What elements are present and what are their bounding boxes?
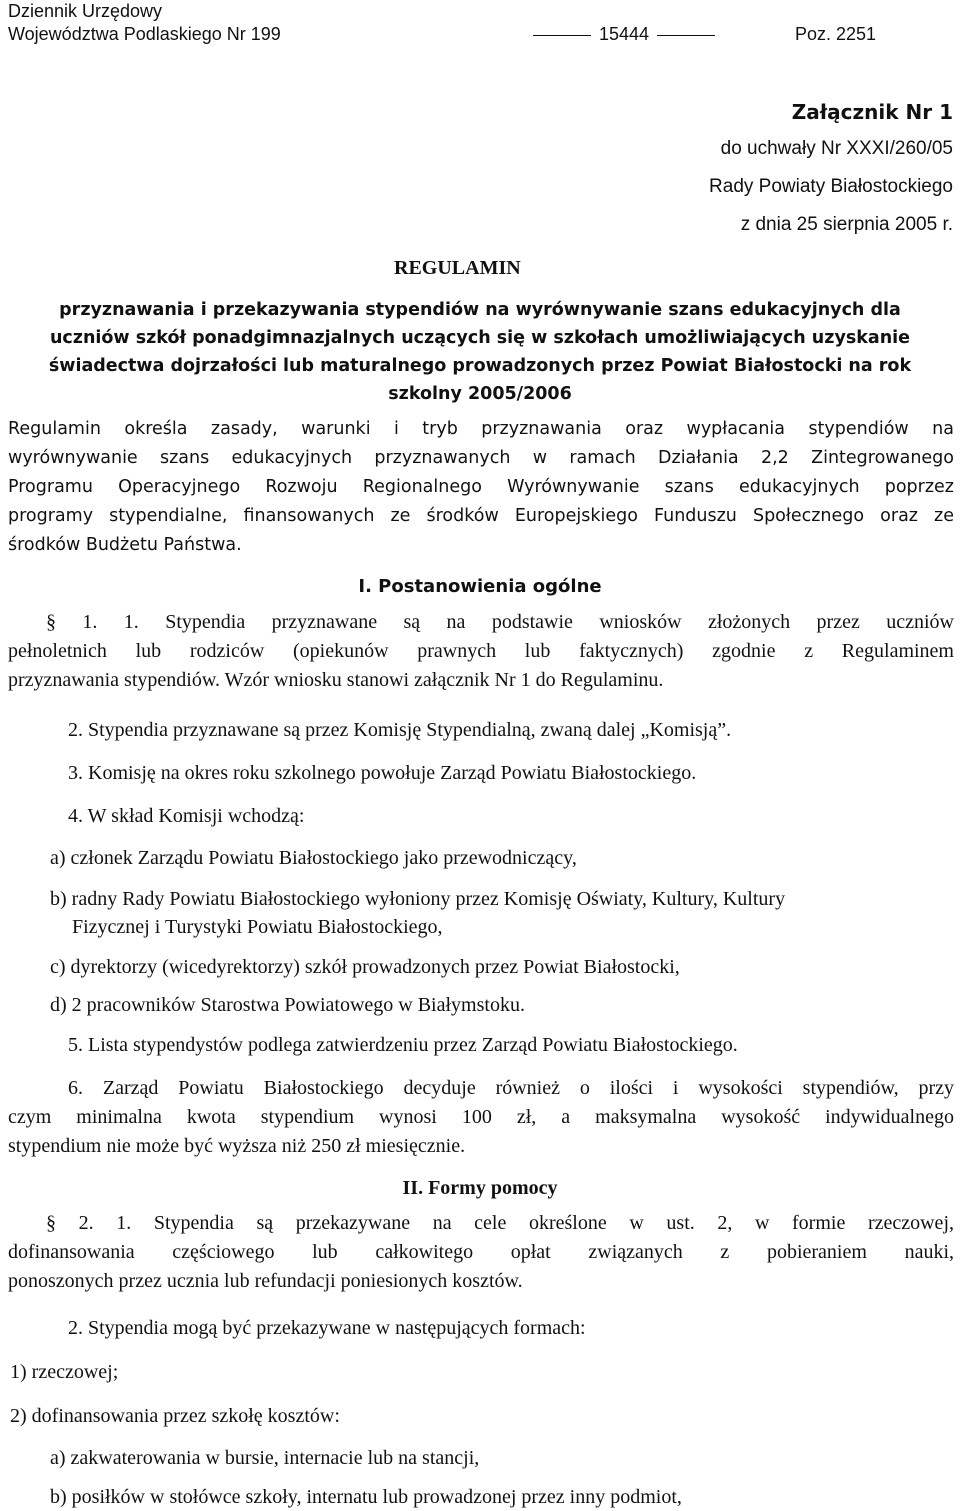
regulation-heading: REGULAMIN: [394, 257, 521, 279]
form-item-2: 2) dofinansowania przez szkołę kosztów:: [10, 1405, 340, 1427]
page-number-rule-right: [657, 35, 715, 36]
section-2-title: II. Formy pomocy: [402, 1177, 558, 1199]
journal-voivodeship: Województwa Podlaskiego Nr 199: [8, 24, 281, 44]
paragraph-line: przyznawania stypendiów. Wzór wniosku stanowi załącznik Nr 1 do Regulaminu.: [8, 669, 664, 691]
subtitle-line: uczniów szkół ponadgimnazjalnych uczących się w szkołach umożliwiających uzyskanie: [49, 328, 911, 348]
paragraph-line: § 2. 1. Stypendia są przekazywane na cele określone w ust. 2, w formie rzeczowej,: [46, 1212, 954, 1234]
intro-line: wyrównywanie szans edukacyjnych przyznawanych w ramach Działania 2,2 Zintegrowanego: [8, 448, 954, 468]
annex-council: Rady Powiaty Białostockiego: [709, 176, 953, 197]
annex-resolution: do uchwały Nr XXXI/260/05: [720, 138, 953, 159]
journal-name: Dziennik Urzędowy: [8, 1, 163, 21]
regulation-subtitle: [0, 296, 960, 408]
paragraph-line: stypendium nie może być wyższa niż 250 zł miesięcznie.: [8, 1135, 466, 1157]
committee-item-a: a) członek Zarządu Powiatu Białostockiego jako przewodniczący,: [50, 847, 577, 869]
section-1-paragraph-4: 4. W skład Komisji wchodzą:: [68, 805, 305, 827]
paragraph-line: § 1. 1. Stypendia przyznawane są na podstawie wniosków złożonych przez uczniów: [46, 611, 954, 633]
intro-line: Programu Operacyjnego Rozwoju Regionalnego Wyrównywanie szans edukacyjnych poprzez: [8, 477, 954, 497]
subtitle-line: przyznawania i przekazywania stypendiów na wyrównywanie szans edukacyjnych dla: [59, 300, 901, 320]
section-1-title: I. Postanowienia ogólne: [358, 576, 602, 597]
section-1-paragraph-5: 5. Lista stypendystów podlega zatwierdzeniu przez Zarząd Powiatu Białostockiego.: [68, 1034, 738, 1056]
paragraph-line: dofinansowania częściowego lub całkowitego opłat związanych z pobieraniem nauki,: [8, 1241, 954, 1263]
paragraph-line: czym minimalna kwota stypendium wynosi 100 zł, a maksymalna wysokość indywidualnego: [8, 1106, 954, 1128]
intro-line: środków Budżetu Państwa.: [8, 535, 242, 555]
section-1-paragraph-3: 3. Komisję na okres roku szkolnego powołuje Zarząd Powiatu Białostockiego.: [68, 762, 697, 784]
section-1-paragraph-2: 2. Stypendia przyznawane są przez Komisję Stypendialną, zwaną dalej „Komisją”.: [68, 719, 732, 741]
form-item-2b: b) posiłków w stołówce szkoły, internatu lub prowadzonej przez inny podmiot,: [50, 1486, 682, 1508]
subtitle-line: szkolny 2005/2006: [388, 384, 572, 404]
annex-title: Załącznik Nr 1: [791, 100, 953, 124]
intro-line: programy stypendialne, finansowanych ze środków Europejskiego Funduszu Społecznego oraz ze: [8, 506, 954, 526]
paragraph-line: ponoszonych przez ucznia lub refundacji poniesionych kosztów.: [8, 1270, 523, 1292]
annex-date: z dnia 25 sierpnia 2005 r.: [740, 214, 953, 235]
section-1-paragraph-1: [8, 608, 954, 695]
form-item-1: 1) rzeczowej;: [10, 1361, 119, 1383]
section-1-paragraph-6: [8, 1074, 954, 1161]
section-2-paragraph-1: [8, 1209, 954, 1296]
intro-line: Regulamin określa zasady, warunki i tryb przyznawania oraz wypłacania stypendiów na: [8, 419, 954, 439]
committee-item-b: b) radny Rady Powiatu Białostockiego wyłoniony przez Komisję Oświaty, Kultury, Kultury: [50, 888, 786, 910]
committee-item-d: d) 2 pracowników Starostwa Powiatowego w Białymstoku.: [50, 994, 525, 1016]
form-item-2a: a) zakwaterowania w bursie, internacie lub na stancji,: [50, 1447, 480, 1469]
paragraph-line: pełnoletnich lub rodziców (opiekunów prawnych lub faktycznych) zgodnie z Regulaminem: [8, 640, 954, 662]
committee-item-b-continued: Fizycznej i Turystyki Powiatu Białostockiego,: [72, 916, 443, 938]
page-number-rule-left: [533, 35, 591, 36]
subtitle-line: świadectwa dojrzałości lub maturalnego prowadzonych przez Powiat Białostocki na rok: [48, 356, 912, 376]
page-number-value: 15444: [599, 24, 650, 44]
position-number: Poz. 2251: [795, 24, 877, 44]
paragraph-line: 6. Zarząd Powiatu Białostockiego decyduje również o ilości i wysokości stypendiów, przy: [68, 1077, 954, 1099]
page-number: [525, 23, 723, 45]
intro-paragraph: [8, 415, 954, 560]
committee-item-c: c) dyrektorzy (wicedyrektorzy) szkół prowadzonych przez Powiat Białostocki,: [50, 956, 680, 978]
section-2-paragraph-2: 2. Stypendia mogą być przekazywane w następujących formach:: [68, 1317, 586, 1339]
